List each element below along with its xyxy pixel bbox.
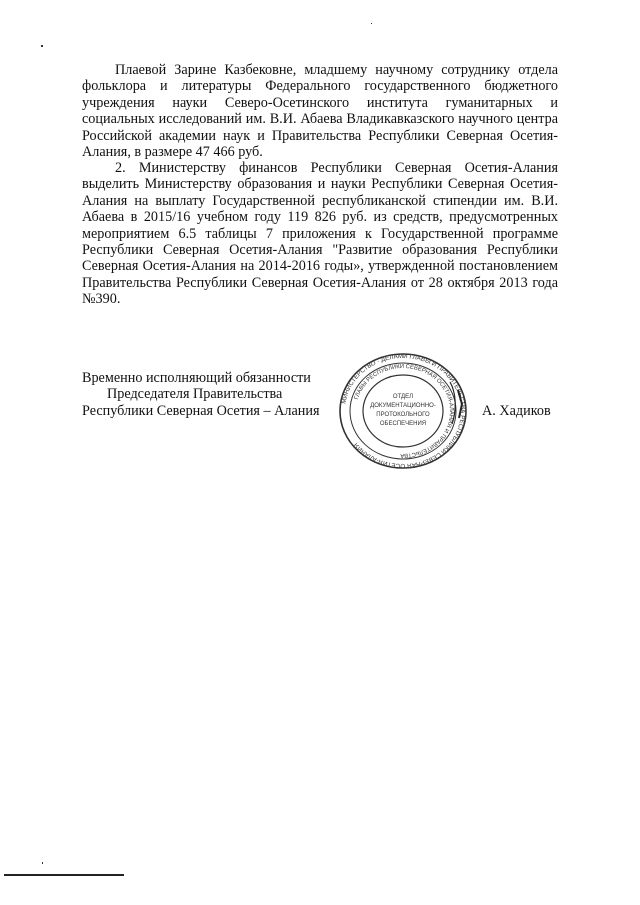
seal-center-line2: ДОКУМЕНТАЦИОННО- xyxy=(370,403,436,409)
seal-center-line4: ОБЕСПЕЧЕНИЯ xyxy=(379,421,427,427)
paragraph-2 xyxy=(82,160,558,308)
paragraph-1-text: Плаевой Зарине Казбековне, младшему научному сотруднику отдела фольклора и литературы Федерального государственного бюджетного учреждения науки Северо-Осетинского института гуманитарных и социальных исследований им. В.И. Абаева Владикавказского научного центра Российской академии наук и Правительства Республики Северная Осетия-Алания, в размере 47 466 руб. xyxy=(82,62,558,161)
signature-position-line3: Республики Северная Осетия – Алания xyxy=(82,403,320,419)
paragraph-2-text: 2. Министерству финансов Республики Северная Осетия-Алания выделить Министерству образования и науки Республики Северная Осетия-Алания на выплату Государственной республиканской стипендии им. В.И. Абаева в 2015/16 учебном году 119 826 руб. из средств, предусмотренных мероприятием 6.5 таблицы 7 приложения к Государственной программе Республики Северная Осетия-Алания "Развитие образования Республики Северная Осетия-Алания на 2014-2016 годы», утвержденной постановлением Правительства Республики Северная Осетия-Алания от 28 октября 2013 года №390. xyxy=(82,160,558,308)
seal-center-line1: ОТДЕЛ xyxy=(392,394,414,400)
official-seal xyxy=(338,352,468,470)
signature-position-line2: Председателя Правительства xyxy=(107,386,283,402)
signature-position-line1: Временно исполняющий обязанности xyxy=(82,370,311,386)
paragraph-1 xyxy=(82,62,558,160)
seal-center-line3: ПРОТОКОЛЬНОГО xyxy=(376,412,430,418)
svg-text:МИНИСТЕРСТВО · ДЕЛАМИ ГЛАВЫ И: МИНИСТЕРСТВО · ДЕЛАМИ ГЛАВЫ И ПРАВИТЕЛЬСТВА РЕСПУБЛИКИ СЕВЕРНАЯ ОСЕТИЯ-АЛАНИЯ xyxy=(340,352,467,470)
scan-speck xyxy=(41,45,43,47)
signatory-name: А. Хадиков xyxy=(482,403,551,419)
scan-speck xyxy=(371,23,372,24)
svg-text:ГЛАВЫ РЕСПУБЛИКИ СЕВЕРНАЯ ОСЕТ: ГЛАВЫ РЕСПУБЛИКИ СЕВЕРНАЯ ОСЕТИЯ-АЛАНИЯ И ПРАВИТЕЛЬСТВА xyxy=(353,363,455,459)
bottom-rule xyxy=(4,874,124,876)
scan-speck xyxy=(42,862,43,864)
